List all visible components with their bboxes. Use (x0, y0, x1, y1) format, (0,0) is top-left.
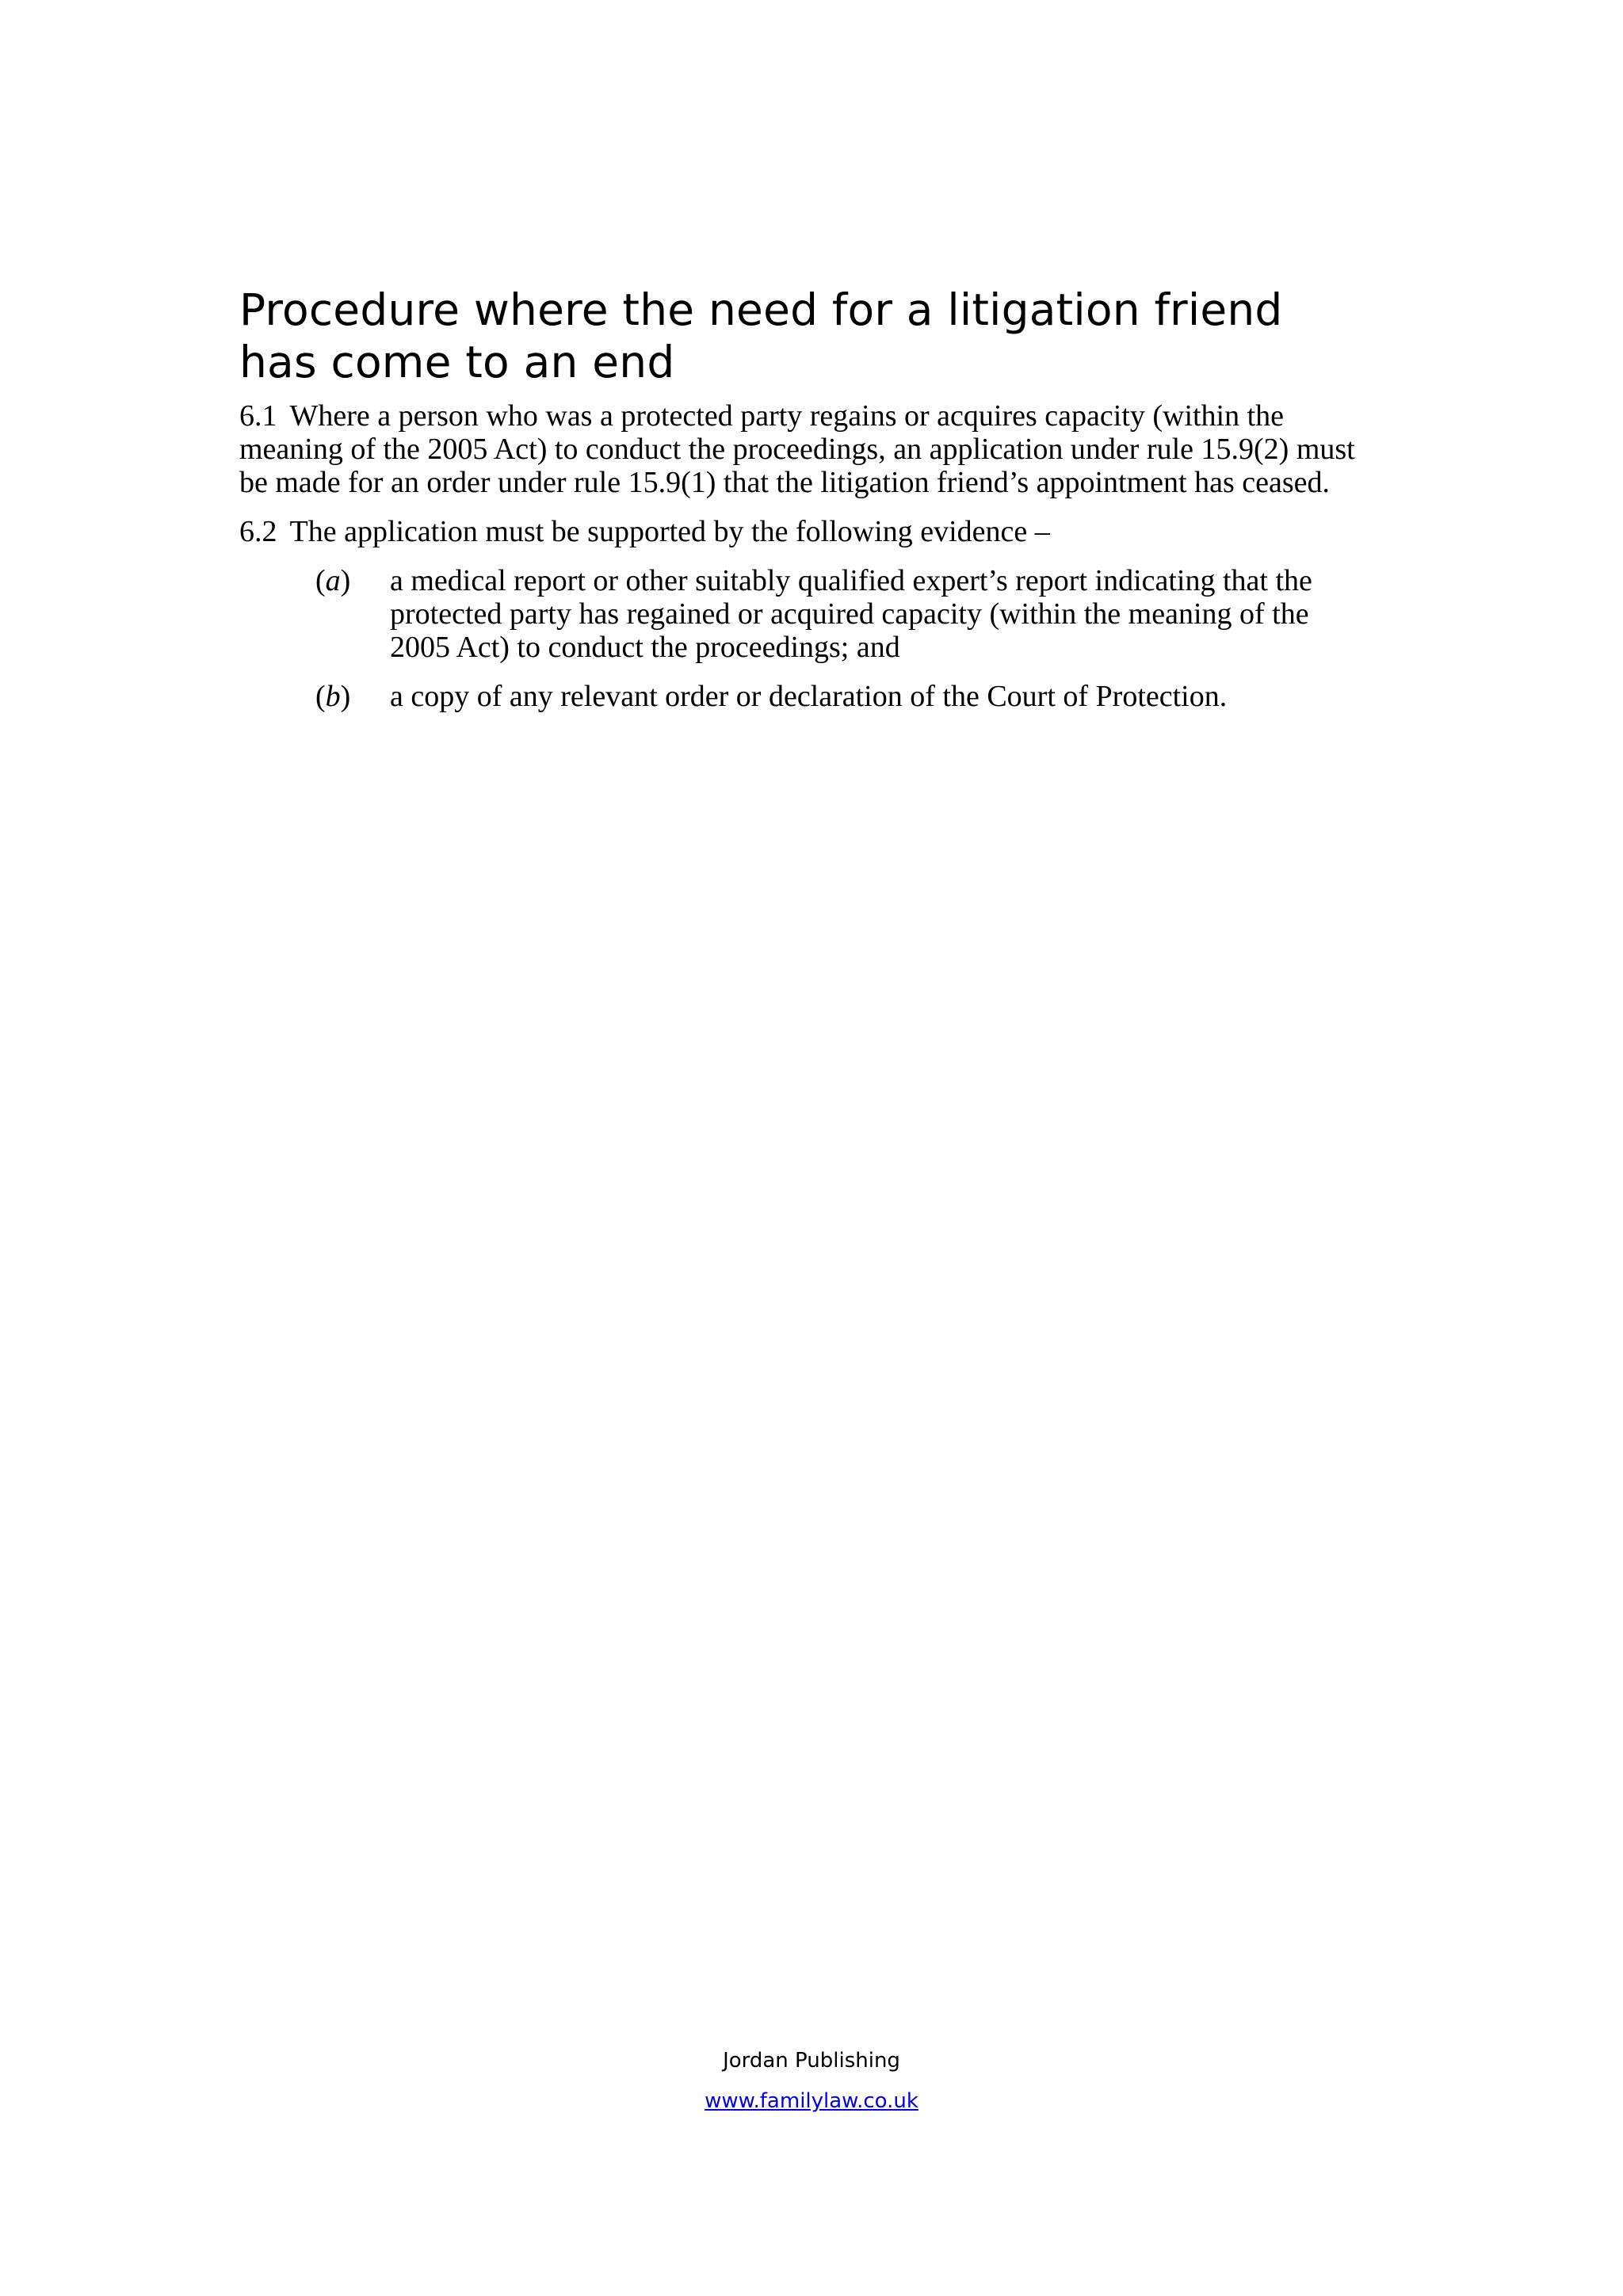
list-item-a (239, 564, 1373, 664)
footer-website-link[interactable]: www.familylaw.co.uk (705, 2089, 918, 2113)
footer-publisher: Jordan Publishing (723, 2049, 900, 2073)
paragraph-text: Where a person who was a protected party regains or acquires capacity (within the meaning of the 2005 Act) to conduct the proceedings, an application under rule 15.9(2) must be made for an order under rule 15.9(1) that the litigation friend’s appointment has ceased. (239, 399, 1355, 499)
list-marker: (b) (315, 680, 351, 713)
list-item-text: a medical report or other suitably qualified expert’s report indicating that the protected party has regained or acquired capacity (within the meaning of the 2005 Act) to conduct the proceedings; and (390, 564, 1312, 664)
list-marker: (a) (315, 564, 351, 597)
paragraph-6-1 (239, 399, 1373, 499)
list-item-b (239, 680, 1373, 713)
paragraph-number: 6.2 (239, 515, 277, 548)
section-heading: Procedure where the need for a litigation friend has come to an end (239, 284, 1283, 387)
paragraph-text: The application must be supported by the following evidence – (289, 515, 1050, 548)
evidence-list (239, 564, 1373, 713)
document-body (239, 284, 1373, 729)
list-item-text: a copy of any relevant order or declaration of the Court of Protection. (390, 680, 1228, 713)
paragraph-number: 6.1 (239, 399, 277, 433)
paragraph-6-2 (239, 515, 1373, 548)
